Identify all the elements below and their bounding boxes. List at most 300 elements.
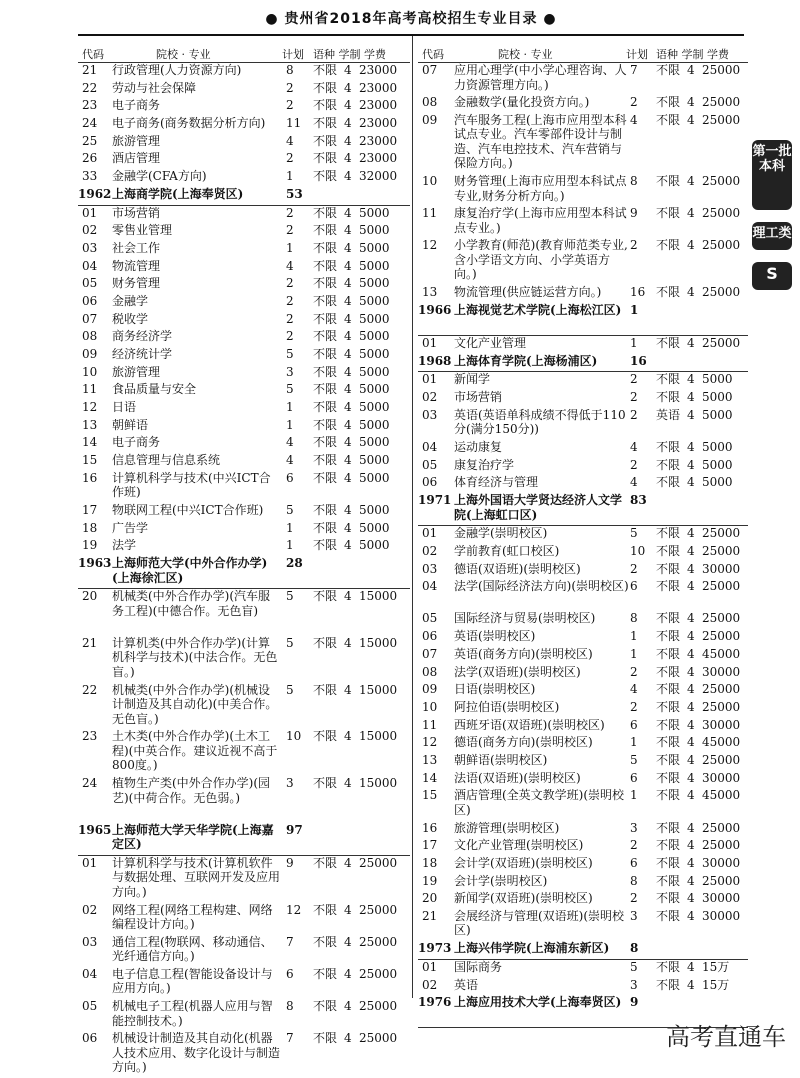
major-dur: 4: [344, 133, 352, 148]
school-row: [78, 823, 410, 856]
major-row: [418, 562, 748, 580]
major-row: [78, 776, 410, 823]
major-dur: 4: [344, 98, 352, 113]
major-dur: 4: [344, 538, 352, 553]
major-name: 物流管理(供应链运营方向。): [454, 285, 602, 300]
major-dur: 4: [687, 285, 695, 300]
major-row: [418, 960, 748, 978]
major-fee: 25000: [702, 526, 741, 541]
major-plan: 3: [630, 820, 638, 835]
major-code: 04: [422, 439, 438, 454]
major-lang: 不限: [313, 311, 338, 326]
major-row: [418, 629, 748, 647]
major-plan: 1: [286, 240, 294, 255]
major-plan: 2: [286, 80, 294, 95]
major-name: 计算机类(中外合作办学)(计算机科学与技术)(中法合作。无色盲。): [112, 635, 278, 679]
name-header: 院校 · 专业: [498, 48, 553, 61]
major-name: 零售业管理: [112, 223, 173, 238]
major-name: 计算机科学与技术(中兴ICT合作班): [112, 470, 271, 500]
major-lang: 不限: [656, 959, 681, 974]
major-code: 07: [422, 646, 438, 661]
left-column-header: [78, 44, 410, 63]
major-fee: 15000: [359, 635, 398, 650]
major-fee: 25000: [702, 174, 741, 189]
major-code: 05: [82, 276, 98, 291]
major-fee: 25000: [702, 579, 741, 594]
major-name: 税收学: [112, 311, 149, 326]
major-lang: 不限: [656, 543, 681, 558]
major-dur: 4: [344, 453, 352, 468]
major-plan: 3: [630, 908, 638, 923]
major-row: [78, 134, 410, 152]
major-row: [78, 453, 410, 471]
school-code: 1965: [78, 822, 112, 837]
major-row: [418, 390, 748, 408]
major-lang: 不限: [656, 112, 681, 127]
major-dur: 4: [344, 364, 352, 379]
major-code: 23: [82, 98, 98, 113]
major-dur: 4: [687, 174, 695, 189]
major-lang: 不限: [656, 891, 681, 906]
major-name: 英语: [454, 977, 479, 992]
major-fee: 23000: [359, 116, 398, 131]
major-lang: 不限: [313, 538, 338, 553]
major-row: [78, 241, 410, 259]
major-fee: 5000: [359, 329, 390, 344]
major-row: [78, 729, 410, 776]
major-row: [78, 636, 410, 683]
major-row: [418, 63, 748, 95]
major-name: 物流管理: [112, 258, 161, 273]
major-dur: 4: [344, 276, 352, 291]
major-fee: 5000: [359, 400, 390, 415]
major-fee: 5000: [359, 435, 390, 450]
major-plan: 2: [630, 407, 638, 422]
major-lang: 英语: [656, 407, 681, 422]
major-fee: 30000: [702, 908, 741, 923]
major-lang: 不限: [656, 372, 681, 387]
major-name: 国际商务: [454, 959, 503, 974]
major-code: 06: [82, 293, 98, 308]
major-row: [78, 903, 410, 935]
major-dur: 4: [687, 820, 695, 835]
major-plan: 3: [630, 977, 638, 992]
major-fee: 25000: [702, 206, 741, 221]
major-lang: 不限: [656, 611, 681, 626]
major-dur: 4: [344, 855, 352, 870]
major-name: 小学教育(师范)(教育师范类专业,含小学语文方向、小学英语方向。): [454, 238, 628, 282]
major-code: 01: [82, 855, 98, 870]
major-fee: 23000: [359, 63, 398, 77]
major-lang: 不限: [313, 729, 338, 744]
major-row: [418, 856, 748, 874]
major-row: [78, 365, 410, 383]
major-dur: 4: [687, 407, 695, 422]
major-code: 11: [82, 382, 98, 397]
major-fee: 5000: [359, 538, 390, 553]
major-row: [418, 206, 748, 238]
major-name: 机械设计制造及其自动化(机器人技术应用、数字化设计与制造方向。): [112, 1031, 281, 1075]
major-fee: 5000: [359, 520, 390, 535]
major-name: 会展经济与管理(双语班)(崇明校区): [454, 908, 625, 938]
major-fee: 32000: [359, 169, 398, 184]
major-plan: 1: [630, 788, 638, 803]
major-lang: 不限: [656, 475, 681, 490]
major-code: 12: [422, 735, 438, 750]
major-lang: 不限: [656, 579, 681, 594]
major-fee: 25000: [702, 682, 741, 697]
major-fee: 23000: [359, 133, 398, 148]
major-dur: 4: [687, 579, 695, 594]
major-lang: 不限: [313, 63, 338, 77]
major-plan: 6: [286, 966, 294, 981]
major-code: 15: [82, 453, 98, 468]
school-code: 1976: [418, 995, 452, 1010]
major-dur: 4: [687, 611, 695, 626]
major-code: 10: [422, 174, 438, 189]
major-name: 网络工程(网络工程构建、网络编程设计方向。): [112, 902, 273, 932]
major-row: [418, 458, 748, 476]
major-plan: 8: [286, 999, 294, 1014]
major-plan: 4: [630, 682, 638, 697]
major-lang: 不限: [313, 80, 338, 95]
major-dur: 4: [344, 520, 352, 535]
major-code: 14: [82, 435, 98, 450]
major-dur: 4: [687, 543, 695, 558]
major-row: [418, 408, 748, 440]
major-code: 07: [422, 63, 438, 77]
major-code: 15: [422, 788, 438, 803]
right-table-body: [418, 63, 748, 1028]
major-name: 计算机科学与技术(计算机软件与数据处理、互联网开发及应用方向。): [112, 855, 281, 899]
major-name: 法学(国际经济法方向)(崇明校区): [454, 579, 629, 594]
major-fee: 25000: [702, 336, 741, 350]
major-plan: 12: [286, 902, 302, 917]
code-header: 代码: [82, 48, 104, 61]
major-lang: 不限: [656, 752, 681, 767]
major-code: 01: [422, 526, 438, 541]
major-row: [418, 372, 748, 390]
major-lang: 不限: [656, 526, 681, 541]
major-fee: 25000: [702, 838, 741, 853]
major-plan: 2: [286, 293, 294, 308]
major-row: [418, 174, 748, 206]
major-name: 机械类(中外合作办学)(机械设计制造及其自动化)(中美合作。无色盲。): [112, 682, 278, 726]
major-dur: 4: [344, 382, 352, 397]
major-plan: 2: [286, 98, 294, 113]
major-row: [78, 151, 410, 169]
major-row: [78, 347, 410, 365]
major-fee: 5000: [359, 503, 390, 517]
major-code: 12: [422, 238, 438, 253]
major-code: 03: [422, 407, 438, 422]
major-dur: 4: [687, 908, 695, 923]
major-lang: 不限: [656, 873, 681, 888]
major-lang: 不限: [656, 238, 681, 253]
major-row: [418, 838, 748, 856]
major-name: 旅游管理(崇明校区): [454, 820, 560, 835]
major-lang: 不限: [313, 240, 338, 255]
major-lang: 不限: [313, 417, 338, 432]
school-plan: 53: [286, 186, 303, 201]
school-plan: 83: [630, 493, 647, 507]
major-fee: 5000: [359, 293, 390, 308]
major-dur: 4: [344, 205, 352, 220]
major-dur: 4: [344, 934, 352, 949]
major-row: [78, 223, 410, 241]
major-lang: 不限: [313, 503, 338, 517]
major-code: 26: [82, 151, 98, 166]
major-dur: 4: [687, 439, 695, 454]
major-fee: 15万: [702, 977, 730, 992]
school-name: 上海兴伟学院(上海浦东新区): [454, 941, 610, 956]
major-fee: 30000: [702, 891, 741, 906]
major-code: 08: [82, 329, 98, 344]
major-row: [78, 276, 410, 294]
major-dur: 4: [344, 470, 352, 485]
side-tab-letter: S: [752, 262, 792, 290]
major-name: 日语(崇明校区): [454, 682, 536, 697]
major-code: 11: [422, 717, 438, 732]
major-plan: 5: [286, 503, 294, 517]
major-name: 市场营销: [454, 390, 503, 405]
major-lang: 不限: [656, 838, 681, 853]
major-row: [418, 891, 748, 909]
major-fee: 15万: [702, 959, 730, 974]
plan-header: 计划: [282, 48, 304, 61]
major-lang: 不限: [656, 206, 681, 221]
major-lang: 不限: [313, 133, 338, 148]
major-plan: 2: [630, 664, 638, 679]
school-plan: 97: [286, 822, 303, 837]
major-lang: 不限: [313, 520, 338, 535]
major-dur: 4: [687, 959, 695, 974]
major-plan: 1: [286, 169, 294, 184]
school-name: 上海外国语大学贤达经济人文学院(上海虹口区): [454, 493, 623, 522]
major-fee: 25000: [359, 966, 398, 981]
major-plan: 3: [286, 364, 294, 379]
major-name: 金融数学(量化投资方向。): [454, 95, 590, 110]
major-code: 02: [422, 543, 438, 558]
major-lang: 不限: [656, 646, 681, 661]
major-fee: 25000: [702, 820, 741, 835]
major-lang: 不限: [313, 98, 338, 113]
major-fee: 25000: [702, 611, 741, 626]
major-fee: 15000: [359, 589, 398, 604]
major-plan: 8: [630, 611, 638, 626]
school-code: 1973: [418, 941, 452, 956]
major-plan: 6: [630, 855, 638, 870]
major-lang: 不限: [656, 390, 681, 405]
major-plan: 2: [286, 223, 294, 238]
major-fee: 23000: [359, 151, 398, 166]
school-code: 1962: [78, 186, 112, 201]
major-row: [418, 978, 748, 996]
major-plan: 5: [286, 347, 294, 361]
major-row: [78, 329, 410, 347]
major-plan: 1: [630, 735, 638, 750]
major-row: [78, 435, 410, 453]
major-dur: 4: [344, 116, 352, 131]
major-plan: 10: [286, 729, 302, 744]
major-plan: 6: [630, 579, 638, 594]
major-name: 法学(双语班)(崇明校区): [454, 664, 581, 679]
major-name: 机械电子工程(机器人应用与智能控制技术。): [112, 999, 273, 1028]
major-code: 10: [82, 364, 98, 379]
right-column-header: [418, 44, 748, 63]
major-plan: 2: [286, 329, 294, 344]
major-name: 学前教育(虹口校区): [454, 543, 560, 558]
major-row: [78, 471, 410, 503]
major-code: 21: [82, 63, 98, 77]
major-code: 10: [422, 699, 438, 714]
major-lang: 不限: [313, 400, 338, 415]
major-name: 法学: [112, 538, 137, 553]
major-lang: 不限: [656, 174, 681, 189]
major-dur: 4: [344, 258, 352, 273]
major-plan: 4: [630, 439, 638, 454]
major-plan: 4: [630, 112, 638, 127]
major-fee: 5000: [702, 457, 733, 472]
major-dur: 4: [344, 151, 352, 166]
major-fee: 25000: [359, 1031, 398, 1046]
major-dur: 4: [687, 838, 695, 853]
major-dur: 4: [687, 735, 695, 750]
major-fee: 25000: [702, 543, 741, 558]
major-row: [418, 285, 748, 303]
major-row: [418, 336, 748, 354]
major-fee: 5000: [702, 390, 733, 405]
major-name: 康复治疗学(上海市应用型本科试点专业。): [454, 206, 627, 235]
major-lang: 不限: [656, 63, 681, 77]
major-code: 02: [422, 977, 438, 992]
major-plan: 8: [286, 63, 294, 77]
major-lang: 不限: [656, 908, 681, 923]
major-lang: 不限: [656, 735, 681, 750]
school-code: 1963: [78, 556, 112, 571]
major-fee: 25000: [702, 699, 741, 714]
major-fee: 25000: [702, 285, 741, 300]
major-row: [418, 874, 748, 892]
major-lang: 不限: [313, 205, 338, 220]
major-fee: 5000: [359, 364, 390, 379]
major-plan: 5: [286, 382, 294, 397]
major-fee: 15000: [359, 729, 398, 744]
major-name: 新闻学(双语班)(崇明校区): [454, 891, 593, 906]
major-dur: 4: [344, 293, 352, 308]
major-fee: 25000: [359, 855, 398, 870]
major-row: [418, 113, 748, 174]
major-lang: 不限: [313, 382, 338, 397]
school-code: 1971: [418, 493, 452, 507]
column-divider: [412, 36, 413, 998]
major-code: 02: [422, 390, 438, 405]
major-dur: 4: [687, 336, 695, 350]
major-code: 13: [82, 417, 98, 432]
major-row: [418, 753, 748, 771]
major-code: 22: [82, 80, 98, 95]
major-fee: 23000: [359, 98, 398, 113]
major-name: 电子商务(商务数据分析方向): [112, 116, 266, 131]
major-code: 09: [82, 347, 98, 361]
major-code: 06: [82, 1031, 98, 1046]
school-plan: 9: [630, 995, 639, 1010]
major-lang: 不限: [313, 435, 338, 450]
major-row: [78, 521, 410, 539]
major-fee: 30000: [702, 664, 741, 679]
major-plan: 8: [630, 873, 638, 888]
major-code: 13: [422, 285, 438, 300]
major-row: [78, 400, 410, 418]
major-dur: 4: [687, 770, 695, 785]
school-name: 上海师范大学天华学院(上海嘉定区): [112, 822, 274, 852]
major-lang: 不限: [313, 470, 338, 485]
major-plan: 5: [286, 635, 294, 650]
major-fee: 30000: [702, 561, 741, 576]
major-lang: 不限: [313, 934, 338, 949]
major-dur: 4: [344, 400, 352, 415]
code-header: 代码: [422, 48, 444, 61]
major-row: [418, 544, 748, 562]
major-name: 体育经济与管理: [454, 475, 539, 490]
major-lang: 不限: [313, 276, 338, 291]
major-plan: 4: [286, 133, 294, 148]
major-fee: 25000: [702, 238, 741, 253]
school-name: 上海应用技术大学(上海奉贤区): [454, 995, 622, 1010]
major-plan: 2: [630, 457, 638, 472]
major-row: [418, 682, 748, 700]
major-plan: 5: [286, 589, 294, 604]
major-fee: 5000: [359, 453, 390, 468]
meta-header: 语种 学制 学费: [313, 48, 386, 61]
major-row: [78, 116, 410, 134]
major-name: 电子商务: [112, 98, 161, 113]
major-plan: 1: [286, 400, 294, 415]
major-plan: 1: [286, 538, 294, 553]
major-dur: 4: [344, 635, 352, 650]
meta-header: 语种 学制 学费: [656, 48, 729, 61]
major-dur: 4: [687, 682, 695, 697]
major-lang: 不限: [313, 258, 338, 273]
major-plan: 5: [630, 526, 638, 541]
major-plan: 2: [286, 151, 294, 166]
major-row: [78, 589, 410, 636]
side-tab-category: 理工类: [752, 222, 792, 250]
major-row: [418, 611, 748, 629]
major-fee: 5000: [359, 276, 390, 291]
major-fee: 15000: [359, 682, 398, 697]
major-code: 04: [82, 258, 98, 273]
major-plan: 2: [286, 205, 294, 220]
major-name: 国际经济与贸易(崇明校区): [454, 611, 596, 626]
major-lang: 不限: [313, 453, 338, 468]
major-row: [78, 967, 410, 999]
major-dur: 4: [344, 347, 352, 361]
school-name: 上海师范大学(中外合作办学)(上海徐汇区): [112, 556, 268, 585]
major-fee: 30000: [702, 770, 741, 785]
major-dur: 4: [687, 752, 695, 767]
major-fee: 5000: [702, 475, 733, 490]
major-name: 金融学(崇明校区): [454, 526, 548, 541]
footer-watermark: 高考直通车: [666, 1023, 786, 1051]
major-lang: 不限: [656, 336, 681, 350]
school-plan: 28: [286, 556, 303, 571]
page-header: [78, 4, 744, 32]
major-plan: 1: [630, 629, 638, 644]
major-name: 文化产业管理: [454, 336, 527, 350]
major-dur: 4: [687, 372, 695, 387]
major-row: [78, 312, 410, 330]
